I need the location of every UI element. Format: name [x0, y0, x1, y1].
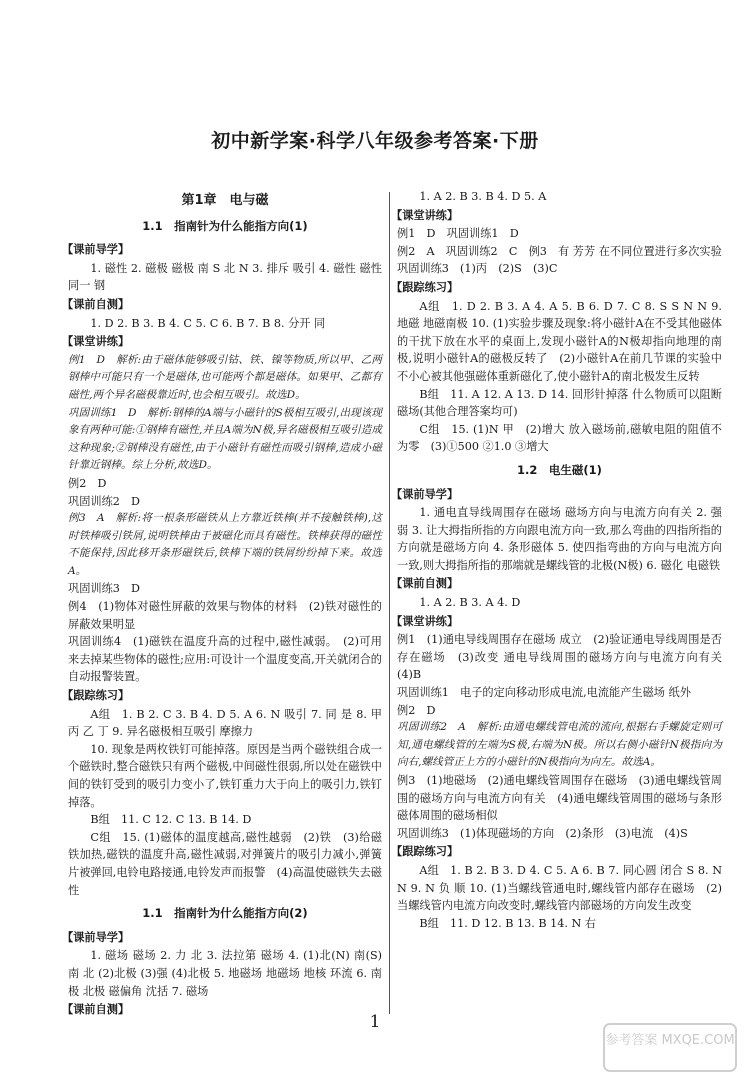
section-heading: 1.1 指南针为什么能指方向(1) — [142, 218, 308, 233]
block-heading: 【课前自测】 — [62, 1003, 130, 1017]
answer-line: 例2 A 巩固训练2 C 例3 有 芳芳 在不同位置进行多次实验 — [397, 244, 722, 258]
answer-line: B组 11. D 12. B 13. B 14. N 右 — [419, 916, 596, 930]
block-heading: 【课前导学】 — [62, 243, 130, 257]
block-heading: 【课堂讲练】 — [62, 335, 130, 349]
answer-line: 巩固训练3 (1)体现磁场的方向 (2)条形 (3)电流 (4)S — [397, 826, 688, 840]
answer-line: 例2 D — [397, 703, 436, 717]
answer-line: 巩固训练4 (1)磁铁在温度升高的过程中,磁性减弱。 (2)可用来去掉某些物体的磁性;应用:可设计一个温度变高,开关就闭合的自动报警装置。 — [68, 635, 382, 684]
answer-line: 1. D 2. B 3. B 4. C 5. C 6. B 7. B 8. 分开 同 — [90, 316, 326, 330]
answer-line: 1. A 2. B 3. B 4. D 5. A — [419, 190, 547, 203]
answer-line: 巩固训练2 A 解析:由通电螺线管电流的流向,根据右手螺旋定则可知,通电螺线管的左端为S极,右端为N极。所以右侧小磁针N极指向为向右,螺线管正上方的小磁针的N极指向为向左。故选A。 — [397, 721, 722, 769]
right-column — [391, 188, 734, 932]
answer-line: C组 15. (1)N 甲 (2)增大 放入磁场前,磁敏电阻的阻值不为零 (3)①500 ②1.0 ③增大 — [397, 422, 722, 454]
section-heading: 1.2 电生磁(1) — [517, 462, 602, 477]
section-heading: 1.1 指南针为什么能指方向(2) — [142, 906, 308, 921]
answer-line: 巩固训练1 电子的定向移动形成电流,电流能产生磁场 纸外 — [397, 686, 691, 700]
chapter-heading: 第1章 电与磁 — [181, 193, 269, 208]
answer-line: 10. 现象是两枚铁钉可能掉落。原因是当两个磁铁组合成一个磁铁时,整合磁铁只有两个磁极,中间磁性很弱,所以处在磁铁中间的铁钉受到的吸引力变小了,铁钉重力大于向上的吸引力,铁钉掉落。 — [68, 742, 382, 809]
page-number: 1 — [369, 1012, 381, 1032]
answer-line: 1. 磁场 磁场 2. 力 北 3. 法拉第 磁场 4. (1)北(N) 南(S) 南 北 (2)北极 (3)强 (4)北极 5. 地磁场 地磁场 地核 环流 6. 南极 北极 磁偏角 沈括 7. 磁场 — [68, 949, 382, 998]
answer-line: 1. 通电直导线周围存在磁场 磁场方向与电流方向有关 2. 强 弱 3. 让大拇指所指的方向跟电流方向一致,那么弯曲的四指所指的方向就是磁场方向 4. 条形磁体 5. 使四指弯曲的方向与电流方向一致,则大拇指所指的那端就是螺线管的北极(N极) 6. 磁化 电磁铁 — [397, 506, 722, 572]
block-heading: 【课前导学】 — [391, 487, 459, 501]
block-heading: 【课堂讲练】 — [391, 614, 459, 628]
block-heading: 【跟踪练习】 — [391, 280, 459, 294]
answer-line: 1. 磁性 2. 磁极 磁极 南 S 北 N 3. 排斥 吸引 4. 磁性 磁性 同一 钢 — [68, 261, 382, 293]
answer-line: A组 1. B 2. C 3. B 4. D 5. A 6. N 吸引 7. 同 是 8. 甲 丙 乙 丁 9. 异名磁极相互吸引 摩擦力 — [68, 707, 382, 739]
answer-line: A组 1. D 2. B 3. A 4. A 5. B 6. D 7. C 8. S S N N 9. 地磁 地磁南极 10. (1)实验步骤及现象:将小磁针A在不受其他磁体的干扰下放在水平的桌面上,发现小磁针A的N极却指向地理的南极,说明小磁针A的磁极反转了 (2)小磁针A在前几节课的实验中不小心被其他强磁体重新磁化了,使小磁针A的南北极发生反转 — [397, 299, 722, 383]
column-divider — [389, 192, 390, 1014]
answer-line: 例4 (1)物体对磁性屏蔽的效果与物体的材料 (2)铁对磁性的屏蔽效果明显 — [68, 600, 382, 631]
answer-line: C组 15. (1)磁体的温度越高,磁性越弱 (2)铁 (3)给磁铁加热,磁铁的温度升高,磁性减弱,对弹簧片的吸引力减小,弹簧片被弹回,电铃电路接通,电铃发声而报警 (4)高温使磁铁失去磁性 — [68, 830, 382, 897]
left-column — [62, 180, 382, 1020]
block-heading: 【课前导学】 — [62, 930, 130, 944]
answer-line: 1. A 2. B 3. A 4. D — [419, 596, 521, 610]
answer-line: 例3 (1)地磁场 (2)通电螺线管周围存在磁场 (3)通电螺线管周围的磁场方向与电流方向有关 (4)通电螺线管周围的磁场与条形磁体周围的磁场相似 — [397, 774, 722, 823]
block-heading: 【课前自测】 — [62, 297, 130, 311]
block-heading: 【课堂讲练】 — [391, 208, 459, 222]
page-title: 初中新学案·科学八年级参考答案·下册 — [211, 130, 539, 152]
answer-line: 例1 (1)通电导线周围存在磁场 成立 (2)验证通电导线周围是否存在磁场 (3)改变 通电导线周围的磁场方向与电流方向有关 (4)B — [397, 633, 734, 682]
answer-line: 例1 D 解析:由于磁体能够吸引钴、铁、镍等物质,所以甲、乙两钢棒中可能只有一个是磁体,也可能两个都是磁体。如果甲、乙都有磁性,两个异名磁极靠近时,也会相互吸引。故选D。 — [68, 353, 382, 401]
block-heading: 【跟踪练习】 — [62, 689, 130, 703]
answer-line: 例3 A 解析:将一根条形磁铁从上方靠近铁棒(并不接触铁棒),这时铁棒吸引铁屑,说明铁棒由于被磁化而具有磁性。铁棒获得的磁性不能保持,因此移开条形磁铁后,铁棒下端的铁屑纷纷掉下来。故选A。 — [68, 512, 382, 577]
answer-line: 例1 D 巩固训练1 D — [397, 227, 519, 241]
answer-line: A组 1. B 2. B 3. D 4. C 5. A 6. B 7. 同心圆 闭合 S 8. N N 9. N 负 顺 10. (1)当螺线管通电时,螺线管内部存在磁场 (2)当螺线管内电流方向改变时,螺线管内部磁场的方向发生改变 — [397, 863, 722, 913]
answer-line: 巩固训练3 D — [68, 582, 141, 596]
answer-line: 例2 D — [68, 476, 107, 490]
answer-line: 巩固训练3 (1)丙 (2)S (3)C — [397, 262, 558, 276]
block-heading: 【跟踪练习】 — [391, 845, 459, 859]
answer-line: B组 11. A 12. A 13. D 14. 回形针掉落 什么物质可以阻断磁场(其他合理答案均可) — [397, 387, 722, 419]
answer-line: 巩固训练2 D — [68, 494, 141, 508]
block-heading: 【课前自测】 — [391, 577, 459, 591]
watermark-stamp-icon — [600, 1020, 740, 1075]
watermark-text: 参考答案 MXQE.COM — [605, 1033, 735, 1048]
answer-line: B组 11. C 12. C 13. B 14. D — [90, 813, 252, 827]
answer-line: 巩固训练1 D 解析:钢棒的A端与小磁针的S极相互吸引,出现该现象有两种可能:①钢棒有磁性,并且A端为N极,异名磁极相互吸引造成这种现象;②钢棒没有磁性,由于小磁针有磁性而吸引钢棒,造成小磁针靠近钢棒。综上分析,故选D。 — [68, 406, 382, 472]
